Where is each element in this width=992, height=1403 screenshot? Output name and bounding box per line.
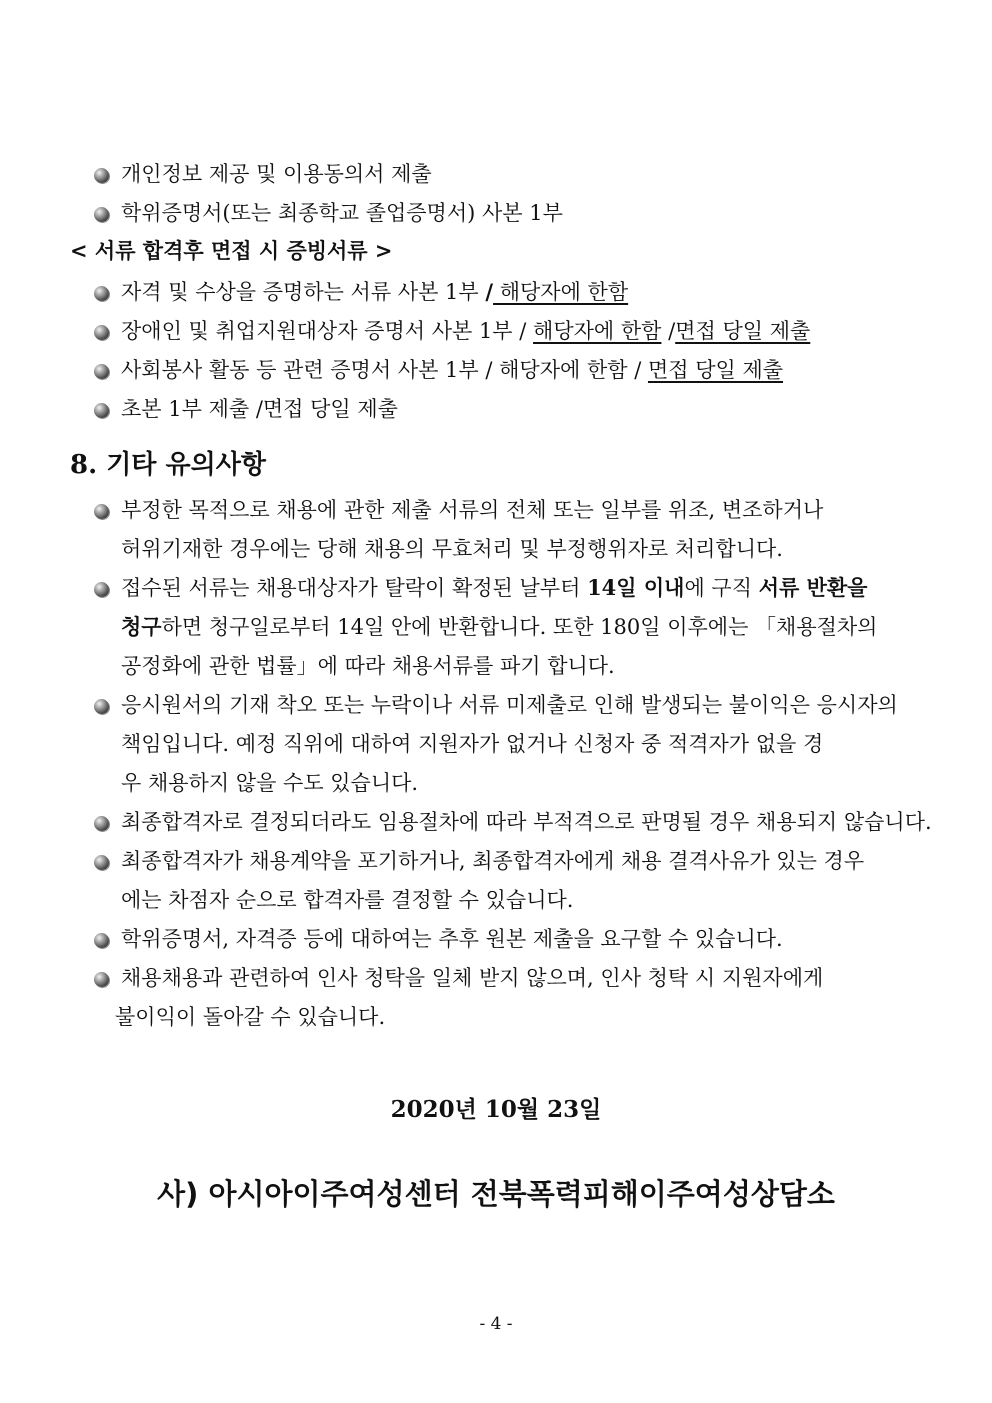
text: 에 구직: [684, 576, 759, 600]
section-heading: 8. 기타 유의사항: [70, 450, 266, 480]
underlined-text: 면접 당일 제출: [647, 358, 784, 382]
organization-name: 사) 아시아이주여성센터 전북폭력피해이주여성상담소: [157, 1177, 835, 1211]
text: 하면 청구일로부터 14일 안에 반환합니다. 또한 180일 이후에는 「채용절차의: [161, 615, 878, 639]
bullet-icon: [94, 933, 109, 948]
item-text: 자격 및 수상을 증명하는 서류 사본 1부: [121, 280, 486, 304]
list-item: [121, 278, 628, 306]
paragraph-line: 채용채용과 관련하여 인사 청탁을 일체 받지 않으며, 인사 청탁 시 지원자에게: [121, 966, 824, 990]
bullet-icon: [94, 582, 109, 597]
bold-text: 청구: [121, 614, 162, 639]
interview-docs-title: < 서류 합격후 면접 시 증빙서류 >: [70, 238, 393, 263]
item-text: /: [661, 319, 676, 343]
paragraph-line: 우 채용하지 않을 수도 있습니다.: [121, 771, 419, 795]
page-number: - 4 -: [479, 1314, 513, 1334]
bullet-icon: [94, 855, 109, 870]
paragraph-line: [121, 613, 877, 641]
item-text: 사회봉사 활동 등 관련 증명서 사본 1부 / 해당자에 한함 /: [121, 358, 648, 382]
underlined-text: 면접 당일 제출: [675, 319, 811, 343]
paragraph-line: 최종합격자가 채용계약을 포기하거나, 최종합격자에게 채용 결격사유가 있는 경우: [121, 849, 865, 873]
bullet-icon: [94, 207, 109, 222]
document-date: 2020년 10월 23일: [390, 1096, 602, 1123]
bullet-icon: [94, 364, 109, 379]
paragraph-line: 응시원서의 기재 착오 또는 누락이나 서류 미제출로 인해 발생되는 불이익은 응시자의: [121, 693, 898, 717]
bullet-icon: [94, 168, 109, 183]
bold-text: 서류 반환을: [758, 575, 868, 600]
underlined-text: 해당자에 한함: [493, 280, 629, 304]
list-item: [121, 317, 810, 345]
paragraph-line: 부정한 목적으로 채용에 관한 제출 서류의 전체 또는 일부를 위조, 변조하거나: [121, 498, 824, 522]
list-item: [121, 356, 783, 384]
list-item: 초본 1부 제출 /면접 당일 제출: [121, 397, 398, 421]
underlined-text: 해당자에 한함: [533, 319, 662, 343]
list-item: 학위증명서(또는 최종학교 졸업증명서) 사본 1부: [121, 201, 563, 225]
paragraph-line: 공정화에 관한 법률」에 따라 채용서류를 파기 합니다.: [121, 654, 615, 678]
paragraph-line: [121, 574, 867, 602]
paragraph-line: 책임입니다. 예정 직위에 대하여 지원자가 없거나 신청자 중 적격자가 없을 경: [121, 732, 824, 756]
text: 접수된 서류는 채용대상자가 탈락이 확정된 날부터: [121, 576, 588, 600]
bullet-icon: [94, 286, 109, 301]
bullet-icon: [94, 504, 109, 519]
paragraph-line: 에는 차점자 순으로 합격자를 결정할 수 있습니다.: [121, 888, 574, 912]
paragraph-line: 최종합격자로 결정되더라도 임용절차에 따라 부적격으로 판명될 경우 채용되지 않습니다.: [121, 810, 932, 834]
bullet-icon: [94, 972, 109, 987]
paragraph-line: 학위증명서, 자격증 등에 대하여는 추후 원본 제출을 요구할 수 있습니다.: [121, 927, 783, 951]
paragraph-line: 허위기재한 경우에는 당해 채용의 무효처리 및 부정행위자로 처리합니다.: [121, 537, 783, 561]
list-item: 개인정보 제공 및 이용동의서 제출: [121, 162, 432, 186]
paragraph-line: 불이익이 돌아갈 수 있습니다.: [115, 1005, 386, 1029]
bullet-icon: [94, 816, 109, 831]
item-text: 장애인 및 취업지원대상자 증명서 사본 1부 /: [121, 319, 534, 343]
bullet-icon: [94, 699, 109, 714]
bold-text: 14일 이내: [587, 575, 685, 600]
item-slash: /: [485, 279, 494, 304]
bullet-icon: [94, 325, 109, 340]
bullet-icon: [94, 403, 109, 418]
